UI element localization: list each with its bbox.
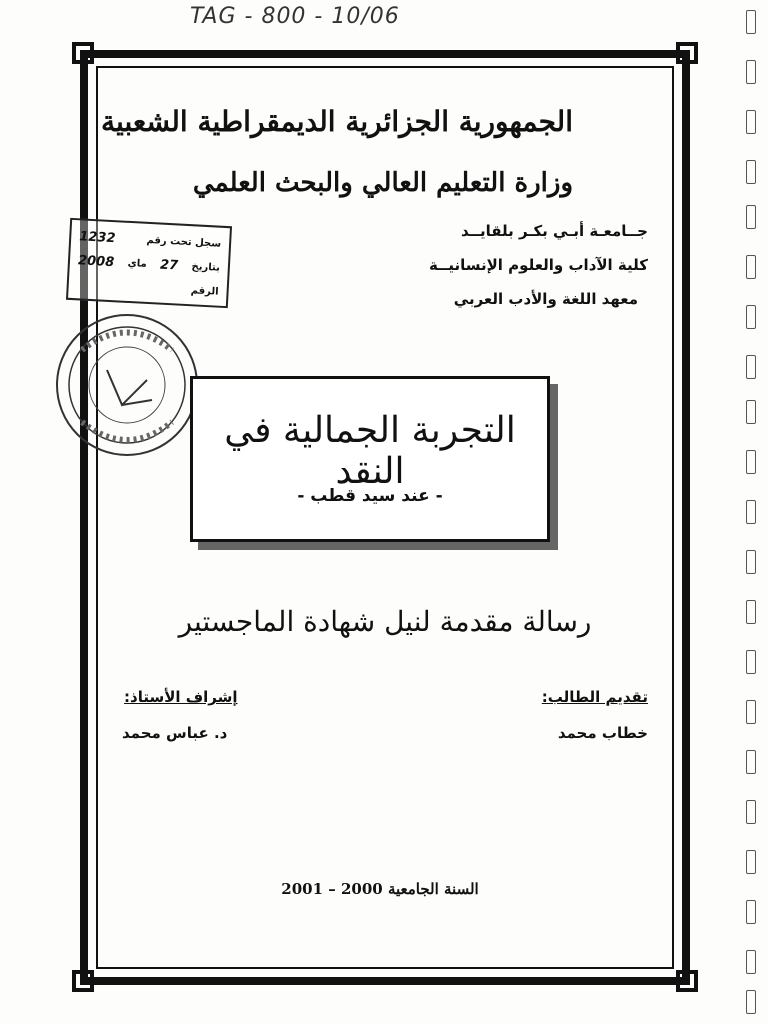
university-name: جــامعـة أبـي بكـر بلقايــد [461,222,648,240]
circular-seal-icon [52,310,202,460]
registration-stamp [66,218,232,308]
student-name: خطاب محمد [557,724,648,742]
faculty-name: كلية الآداب والعلوم الإنسانيــة [429,256,648,274]
frame-corner-bottom-left [72,970,94,992]
thesis-type: رسالة مقدمة لنيل شهادة الماجستير [178,605,592,638]
institute-name: معهد اللغة والأدب العربي [453,290,638,308]
supervisor-label: إشراف الأستاذ: [124,688,238,706]
stamp-year-value: 2008 [77,252,115,270]
ministry-heading: وزارة التعليم العالي والبحث العلمي [192,168,573,198]
academic-year: السنة الجامعية 2000 – 2001 [281,880,479,898]
stamp-date-value: 27 [159,257,179,274]
frame-corner-bottom-right [676,970,698,992]
frame-corner-top-right [676,42,698,64]
frame-corner-top-left [72,42,94,64]
thesis-subtitle: - عند سيد قطب - [297,486,443,506]
stamp-number-label: الرقم [190,284,219,298]
thesis-title: التجربة الجمالية في النقد [224,410,516,492]
republic-heading: الجمهورية الجزائرية الديمقراطية الشعبية [100,105,573,138]
stamp-registered-value: 1232 [78,228,116,246]
stamp-date-label: بتاريخ [191,260,221,274]
student-label: تقديم الطالب: [541,688,648,706]
stamp-registered-label: سجل تحت رقم [146,234,222,250]
supervisor-name: د. عباس محمد [122,724,228,742]
stamp-month-label: ماي [127,257,147,270]
scan-edge-marks [742,0,762,1024]
handwritten-reference: TAG - 800 - 10/06 [190,4,400,29]
